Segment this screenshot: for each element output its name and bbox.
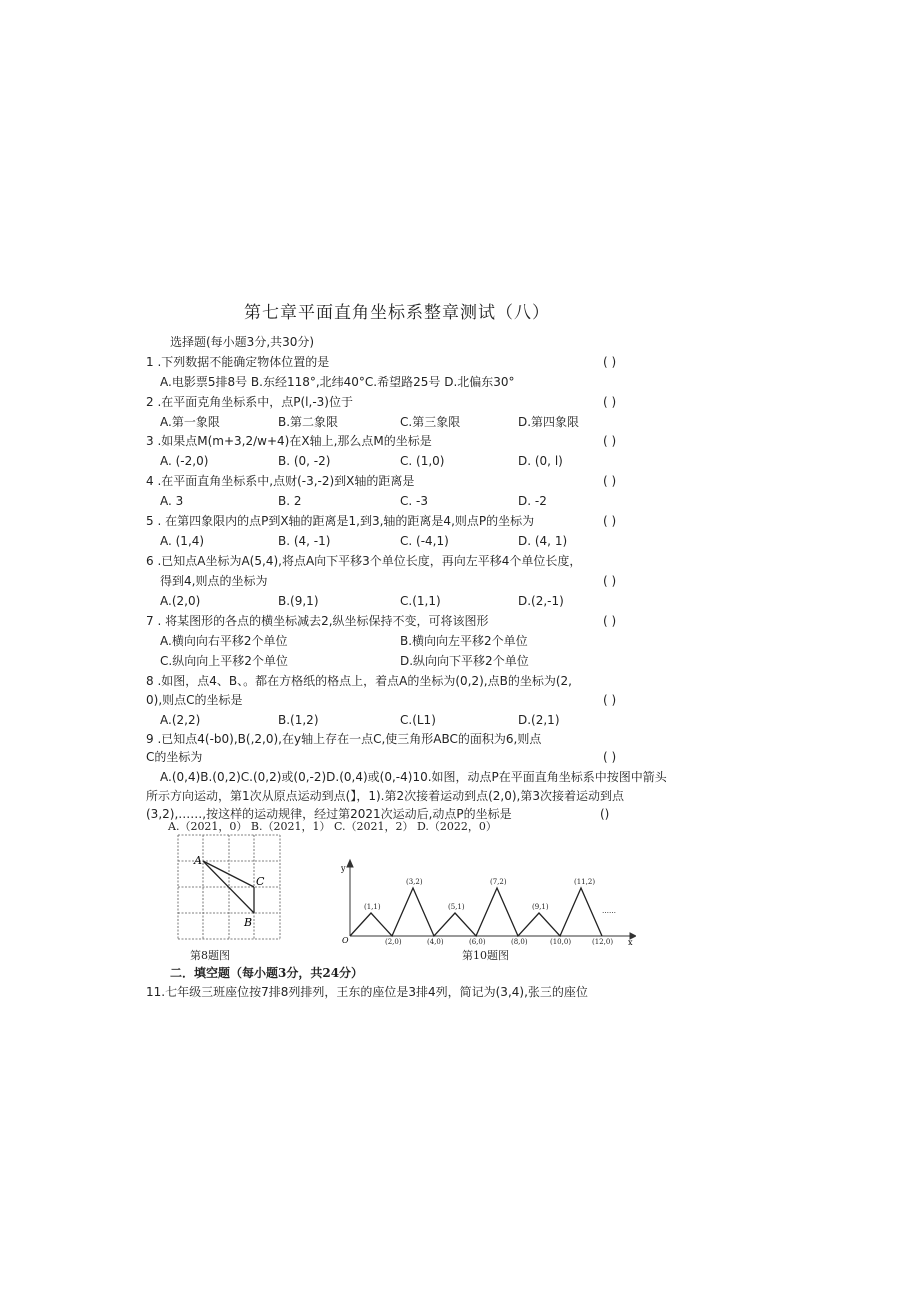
q10-answer-paren: () bbox=[600, 807, 610, 821]
q5-option-b: B. (4, -1) bbox=[278, 534, 331, 548]
q10-options: A.（2021，0） B.（2021，1） C.（2021，2） D.（2022，0） bbox=[168, 820, 497, 833]
q3-option-b: B. (0, -2) bbox=[278, 454, 331, 468]
y-axis-arrow-icon bbox=[347, 860, 353, 867]
peak-label: (7,2) bbox=[490, 878, 507, 886]
q5-stem: 5 . 在第四象限内的点P到X轴的距离是1,到3,轴的距离是4,则点P的坐标为 bbox=[146, 514, 535, 528]
q7-stem: 7 . 将某图形的各点的横坐标减去2,纵坐标保持不变，可将该图形 bbox=[146, 614, 489, 628]
q8-stem-line2: 0),则点C的坐标是 bbox=[146, 693, 243, 707]
q6-answer-paren: ( ) bbox=[603, 574, 617, 588]
valley-label: (6,0) bbox=[469, 938, 486, 946]
figure-8-caption: 第8题图 bbox=[190, 949, 230, 962]
origin-label: O bbox=[342, 936, 349, 945]
valley-label: (10,0) bbox=[550, 938, 572, 946]
valley-label: (2,0) bbox=[385, 938, 402, 946]
q7-option-b: B.横向向左平移2个单位 bbox=[400, 634, 528, 648]
q7-option-c: C.纵向向上平移2个单位 bbox=[160, 654, 288, 668]
q4-option-a: A. 3 bbox=[160, 494, 184, 508]
x-axis-label: x bbox=[628, 938, 633, 947]
q6-option-c: C.(1,1) bbox=[400, 594, 441, 608]
q4-option-b: B. 2 bbox=[278, 494, 302, 508]
q5-option-c: C. (-4,1) bbox=[400, 534, 449, 548]
q4-answer-paren: ( ) bbox=[603, 474, 617, 488]
q6-option-a: A.(2,0) bbox=[160, 594, 201, 608]
figure-8-grid bbox=[176, 833, 286, 945]
q4-option-d: D. -2 bbox=[518, 494, 547, 508]
q8-option-c: C.(L1) bbox=[400, 713, 436, 727]
q6-option-b: B.(9,1) bbox=[278, 594, 319, 608]
section1-heading: 选择题(每小题3分,共30分) bbox=[170, 335, 315, 349]
point-a-label: A bbox=[194, 854, 202, 867]
continuation-ellipsis: …… bbox=[602, 907, 616, 915]
q2-stem: 2 .在平面克角坐标系中，点P(l,-3)位于 bbox=[146, 395, 353, 409]
q7-answer-paren: ( ) bbox=[603, 614, 617, 628]
section2-heading: 二．填空题（每小题3分，共24分） bbox=[170, 966, 364, 980]
q6-stem: 6 .已知点A坐标为A(5,4),将点A向下平移3个单位长度，再向左平移4个单位长度， bbox=[146, 554, 582, 568]
q3-stem: 3 .如果点M(m+3,2∕w+4)在X轴上,那么点M的坐标是 bbox=[146, 434, 432, 448]
figure-10-caption: 第10题图 bbox=[462, 949, 509, 962]
q6-option-d: D.(2,-1) bbox=[518, 594, 564, 608]
q8-stem: 8 .如图，点4、B、。都在方格纸的格点上，着点A的坐标为(0,2),点B的坐标为(2, bbox=[146, 674, 572, 688]
q11-stem: 11.七年级三班座位按7排8列排列，王东的座位是3排4列，简记为(3,4),张三的座位 bbox=[146, 985, 588, 999]
valley-label: (4,0) bbox=[427, 938, 444, 946]
q8-option-b: B.(1,2) bbox=[278, 713, 319, 727]
q2-option-a: A.第一象限 bbox=[160, 415, 220, 429]
q9-stem: 9 .已知点4(-b0),B(,2,0),在y轴上存在一点C,使三角形ABC的面积为6,则点 bbox=[146, 732, 542, 746]
page-title: 第七章平面直角坐标系整章测试（八） bbox=[244, 303, 550, 323]
valley-label: (8,0) bbox=[511, 938, 528, 946]
q9-stem-line2: C的坐标为 bbox=[146, 750, 203, 764]
q8-option-a: A.(2,2) bbox=[160, 713, 201, 727]
q6-stem-line2: 得到4,则点的坐标为 bbox=[160, 574, 268, 588]
q7-option-a: A.横向向右平移2个单位 bbox=[160, 634, 288, 648]
q2-answer-paren: ( ) bbox=[603, 395, 617, 409]
q5-option-d: D. (4, 1) bbox=[518, 534, 568, 548]
peak-label: (11,2) bbox=[574, 878, 596, 886]
q3-option-d: D. (0, l) bbox=[518, 454, 563, 468]
point-c-label: C bbox=[256, 875, 265, 888]
q10-stem-line2: 所示方向运动，第1次从原点运动到点(】，1).第2次接着运动到点(2,0),第3次接着运动到点 bbox=[146, 789, 624, 803]
q3-answer-paren: ( ) bbox=[603, 434, 617, 448]
q9-answer-paren: ( ) bbox=[603, 750, 617, 764]
q2-option-b: B.第二象限 bbox=[278, 415, 339, 429]
q2-option-d: D.第四象限 bbox=[518, 415, 580, 429]
valley-label: (12,0) bbox=[592, 938, 614, 946]
q1-stem: 1 .下列数据不能确定物体位置的是 bbox=[146, 355, 330, 369]
y-axis-label: y bbox=[341, 864, 346, 873]
q4-option-c: C. -3 bbox=[400, 494, 428, 508]
q3-option-a: A. (-2,0) bbox=[160, 454, 209, 468]
q5-answer-paren: ( ) bbox=[603, 514, 617, 528]
motion-path bbox=[350, 888, 602, 936]
q9-options-q10-stem: A.(0,4)B.(0,2)C.(0,2)或(0,-2)D.(0,4)或(0,-4)10.如图，动点P在平面直角坐标系中按图中箭头 bbox=[160, 770, 667, 784]
q8-option-d: D.(2,1) bbox=[518, 713, 560, 727]
peak-label: (1,1) bbox=[364, 903, 381, 911]
peak-label: (3,2) bbox=[406, 878, 423, 886]
q8-answer-paren: ( ) bbox=[603, 693, 617, 707]
point-b-label: B bbox=[244, 916, 253, 929]
q1-options: A.电影票5排8号 B.东经118°,北纬40°C.希望路25号 D.北偏东30° bbox=[160, 375, 515, 389]
peak-label: (9,1) bbox=[532, 903, 549, 911]
q5-option-a: A. (1,4) bbox=[160, 534, 205, 548]
q1-answer-paren: ( ) bbox=[603, 355, 617, 369]
q10-stem-line3: (3,2),……,按这样的运动规律，经过第2021次运动后,动点P的坐标是 bbox=[146, 807, 512, 821]
q4-stem: 4 .在平面直角坐标系中,点财(-3,-2)到X轴的距离是 bbox=[146, 474, 415, 488]
q7-option-d: D.纵向向下平移2个单位 bbox=[400, 654, 529, 668]
q3-option-c: C. (1,0) bbox=[400, 454, 445, 468]
q2-option-c: C.第三象限 bbox=[400, 415, 461, 429]
figure-10-path-diagram bbox=[336, 857, 636, 947]
peak-label: (5,1) bbox=[448, 903, 465, 911]
